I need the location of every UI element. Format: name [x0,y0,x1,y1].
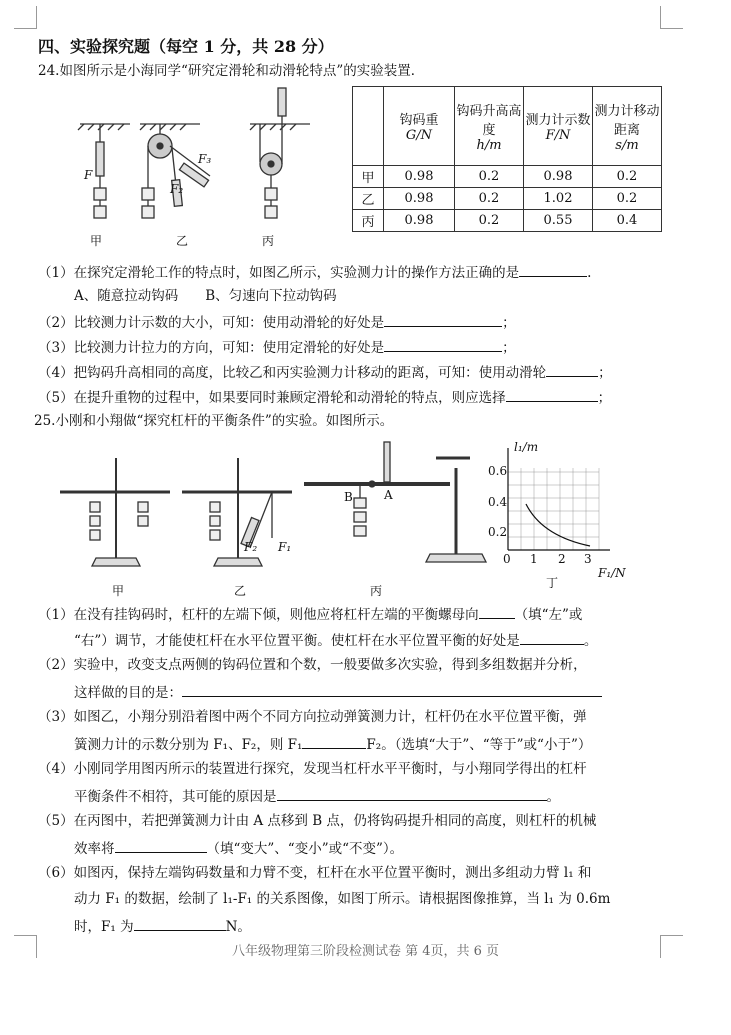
q25-2a: （2）实验中，改变支点两侧的钩码位置和个数，一般要做多次实验，得到多组数据并分析， [38,657,587,673]
graph-ylabel: l₁/m [514,440,539,454]
pulley-data-table [352,86,662,232]
q25-5b: 效率将 （填“变大”、“变小”或“不变”）。 [74,838,403,858]
fig-label-bing-25: 丙 [370,584,383,598]
table-header-row [353,87,662,166]
force-label-f1-25: F₁ [278,540,292,554]
graph-ytick: 0.2 [488,525,508,539]
answer-blank[interactable] [384,312,502,327]
table-row: 乙 0.98 0.2 1.02 0.2 [353,188,662,210]
q25-4b: 平衡条件不相符，其可能的原因是 。 [74,786,560,806]
point-label-a: A [384,488,393,502]
q24-1: （1）在探究定滑轮工作的特点时，如图乙所示，实验测力计的操作方法正确的是 . [38,262,591,282]
q24-5: （5）在提升重物的过程中，如果要同时兼顾定滑轮和动滑轮的特点，则应选择 ； [38,387,611,407]
force-label-f2: F₂ [170,182,184,196]
answer-blank[interactable] [134,916,226,931]
pulley-figure [70,84,330,250]
answer-blank[interactable] [479,604,515,619]
fig-label-ding: 丁 [546,576,559,590]
q25-2b: 这样做的目的是： [74,682,602,702]
q25-6c: 时，F₁ 为 N。 [74,916,251,936]
graph-ytick: 0.6 [488,464,508,478]
fig-label-yi: 乙 [176,234,189,248]
answer-blank[interactable] [519,262,587,277]
q25-5a: （5）在丙图中，若把弹簧测力计由 A 点移到 B 点，仍将钩码提升相同的高度，则杠杆的机械 [38,813,597,829]
q25-1a: （1）在没有挂钩码时，杠杆的左端下倾，则他应将杠杆左端的平衡螺母向 （填“左”或 [38,604,582,624]
table-header-distance: 测力计移动距离 s/m [593,87,662,166]
graph-xtick: 2 [558,552,566,566]
answer-blank[interactable] [277,786,547,801]
corner-mark-top-left [14,6,37,29]
answer-blank[interactable] [506,387,598,402]
q24-2: （2）比较测力计示数的大小，可知：使用动滑轮的好处是 ； [38,312,516,332]
table-row: 甲 0.98 0.2 0.98 0.2 [353,166,662,188]
graph-xtick: 3 [584,552,592,566]
fig-label-jia: 甲 [90,234,103,248]
table-header-corner [353,87,384,166]
graph-xtick: 0 [503,552,511,566]
answer-blank[interactable] [182,682,602,697]
section-heading: 四、实验探究题（每空 1 分，共 28 分） [38,37,334,56]
fig-label-yi-25: 乙 [234,584,247,598]
table-header-height: 钩码升高高度 h/m [455,87,524,166]
q24-4: （4）把钩码升高相同的高度，比较乙和丙实验测力计移动的距离，可知：使用动滑轮 ； [38,362,612,382]
answer-blank[interactable] [384,337,502,352]
answer-blank[interactable] [520,630,584,645]
q25-6a: （6）如图丙，保持左端钩码数量和力臂不变，杠杆在水平位置平衡时，测出多组动力臂 l₁ 和 [38,865,592,881]
corner-mark-top-right [660,6,683,29]
graph-xlabel: F₁/N [598,566,626,580]
q25-6b: 动力 F₁ 的数据，绘制了 l₁-F₁ 的关系图像，如图丁所示。请根据图像推算，当 l₁ 为 0.6m [74,891,611,907]
q25-1b: “右”）调节，才能使杠杆在水平位置平衡。使杠杆在水平位置平衡的好处是 。 [74,630,597,650]
q24-intro: 24.如图所示是小海同学“研究定滑轮和动滑轮特点”的实验装置． [38,63,425,79]
answer-blank[interactable] [546,362,598,377]
q25-4a: （4）小刚同学用图丙所示的装置进行探究，发现当杠杆水平平衡时，与小翔同学得出的杠杆 [38,761,587,777]
graph-ytick: 0.4 [488,495,508,509]
fig-label-jia-25: 甲 [112,584,125,598]
graph-xtick: 1 [530,552,538,566]
page-footer: 八年级物理第三阶段检测试卷 第 4页，共 6 页 [231,944,500,959]
force-label-f2-25: F₂ [244,540,258,554]
force-label-f3: F₃ [198,152,212,166]
answer-blank[interactable] [302,734,366,749]
force-label-f: F [84,168,93,182]
table-row: 丙 0.98 0.2 0.55 0.4 [353,210,662,232]
q25-3a: （3）如图乙，小翔分别沿着图中两个不同方向拉动弹簧测力计，杠杆仍在水平位置平衡，弹 [38,709,587,725]
table-header-force: 测力计示数 F/N [524,87,593,166]
q25-3b: 簧测力计的示数分别为 F₁、F₂，则 F₁ F₂。（选填“大于”、“等于”或“小于”） [74,734,591,754]
point-label-b: B [344,490,353,504]
q24-1-options: A、随意拉动钩码 B、匀速向下拉动钩码 [74,288,337,304]
table-header-weight: 钩码重 G/N [384,87,455,166]
q25-intro: 25.小刚和小翔做“探究杠杆的平衡条件”的实验。如图所示。 [34,413,394,429]
fig-label-bing: 丙 [262,234,275,248]
answer-blank[interactable] [115,838,207,853]
q24-3: （3）比较测力计拉力的方向，可知：使用定滑轮的好处是 ； [38,337,516,357]
lever-figure [50,438,490,578]
